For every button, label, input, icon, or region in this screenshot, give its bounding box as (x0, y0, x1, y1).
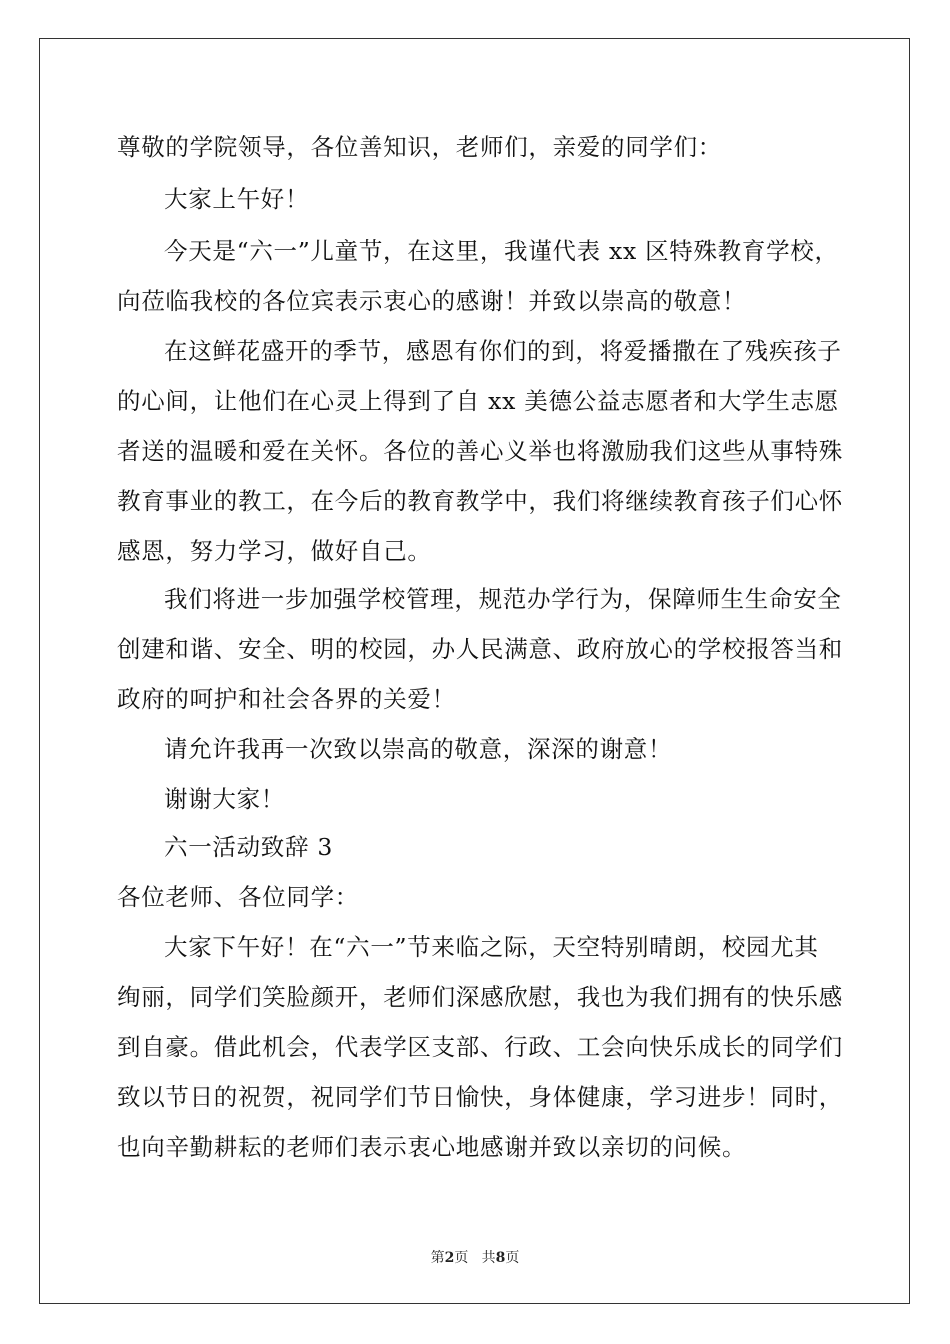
paragraph-line: 在这鲜花盛开的季节，感恩有你们的到，将爱播撒在了残疾孩子 (164, 337, 842, 365)
page-footer (0, 1247, 950, 1267)
paragraph-line: 今天是“六一”儿童节，在这里，我谨代表 xx 区特殊教育学校， (164, 237, 839, 265)
closing-line: 谢谢大家！ (164, 785, 285, 813)
paragraph-line: 者送的温暖和爱在关怀。各位的善心义举也将激励我们这些从事特殊 (117, 437, 843, 465)
paragraph-line: 向莅临我校的各位宾表示衷心的感谢！并致以崇高的敬意！ (117, 287, 747, 315)
paragraph-line: 创建和谐、安全、明的校园，办人民满意、政府放心的学校报答当和 (117, 635, 843, 663)
footer-mid: 页 共 (454, 1250, 496, 1266)
paragraph-line: 教育事业的教工，在今后的教育教学中，我们将继续教育孩子们心怀 (117, 487, 843, 515)
footer-prefix: 第 (430, 1250, 445, 1266)
salutation-line: 尊敬的学院领导，各位善知识，老师们，亲爱的同学们： (117, 133, 722, 161)
greeting-line: 大家上午好！ (164, 185, 310, 213)
paragraph-line: 的心间，让他们在心灵上得到了自 xx 美德公益志愿者和大学生志愿 (117, 387, 839, 415)
paragraph-line: 感恩，努力学习，做好自己。 (117, 537, 432, 565)
paragraph-line: 我们将进一步加强学校管理，规范办学行为，保障师生生命安全 (164, 585, 842, 613)
paragraph-line: 到自豪。借此机会，代表学区支部、行政、工会向快乐成长的同学们 (117, 1033, 843, 1061)
paragraph-line: 绚丽，同学们笑脸颜开，老师们深感欣慰，我也为我们拥有的快乐感 (117, 983, 843, 1011)
paragraph-line: 大家下午好！在“六一”节来临之际，天空特别晴朗，校园尤其 (164, 933, 819, 961)
paragraph-line: 政府的呵护和社会各界的关爱！ (117, 685, 456, 713)
footer-suffix: 页 (505, 1250, 520, 1266)
salutation-line: 各位老师、各位同学： (117, 883, 359, 911)
section-heading: 六一活动致辞 3 (164, 833, 334, 861)
paragraph-line: 致以节日的祝贺，祝同学们节日愉快，身体健康，学习进步！同时， (117, 1083, 843, 1111)
total-page-count: 8 (495, 1250, 506, 1266)
current-page-number: 2 (444, 1250, 455, 1266)
page-border (39, 38, 910, 1304)
paragraph-line: 也向辛勤耕耘的老师们表示衷心地感谢并致以亲切的问候。 (117, 1133, 747, 1161)
paragraph-line: 请允许我再一次致以崇高的敬意，深深的谢意！ (164, 735, 673, 763)
